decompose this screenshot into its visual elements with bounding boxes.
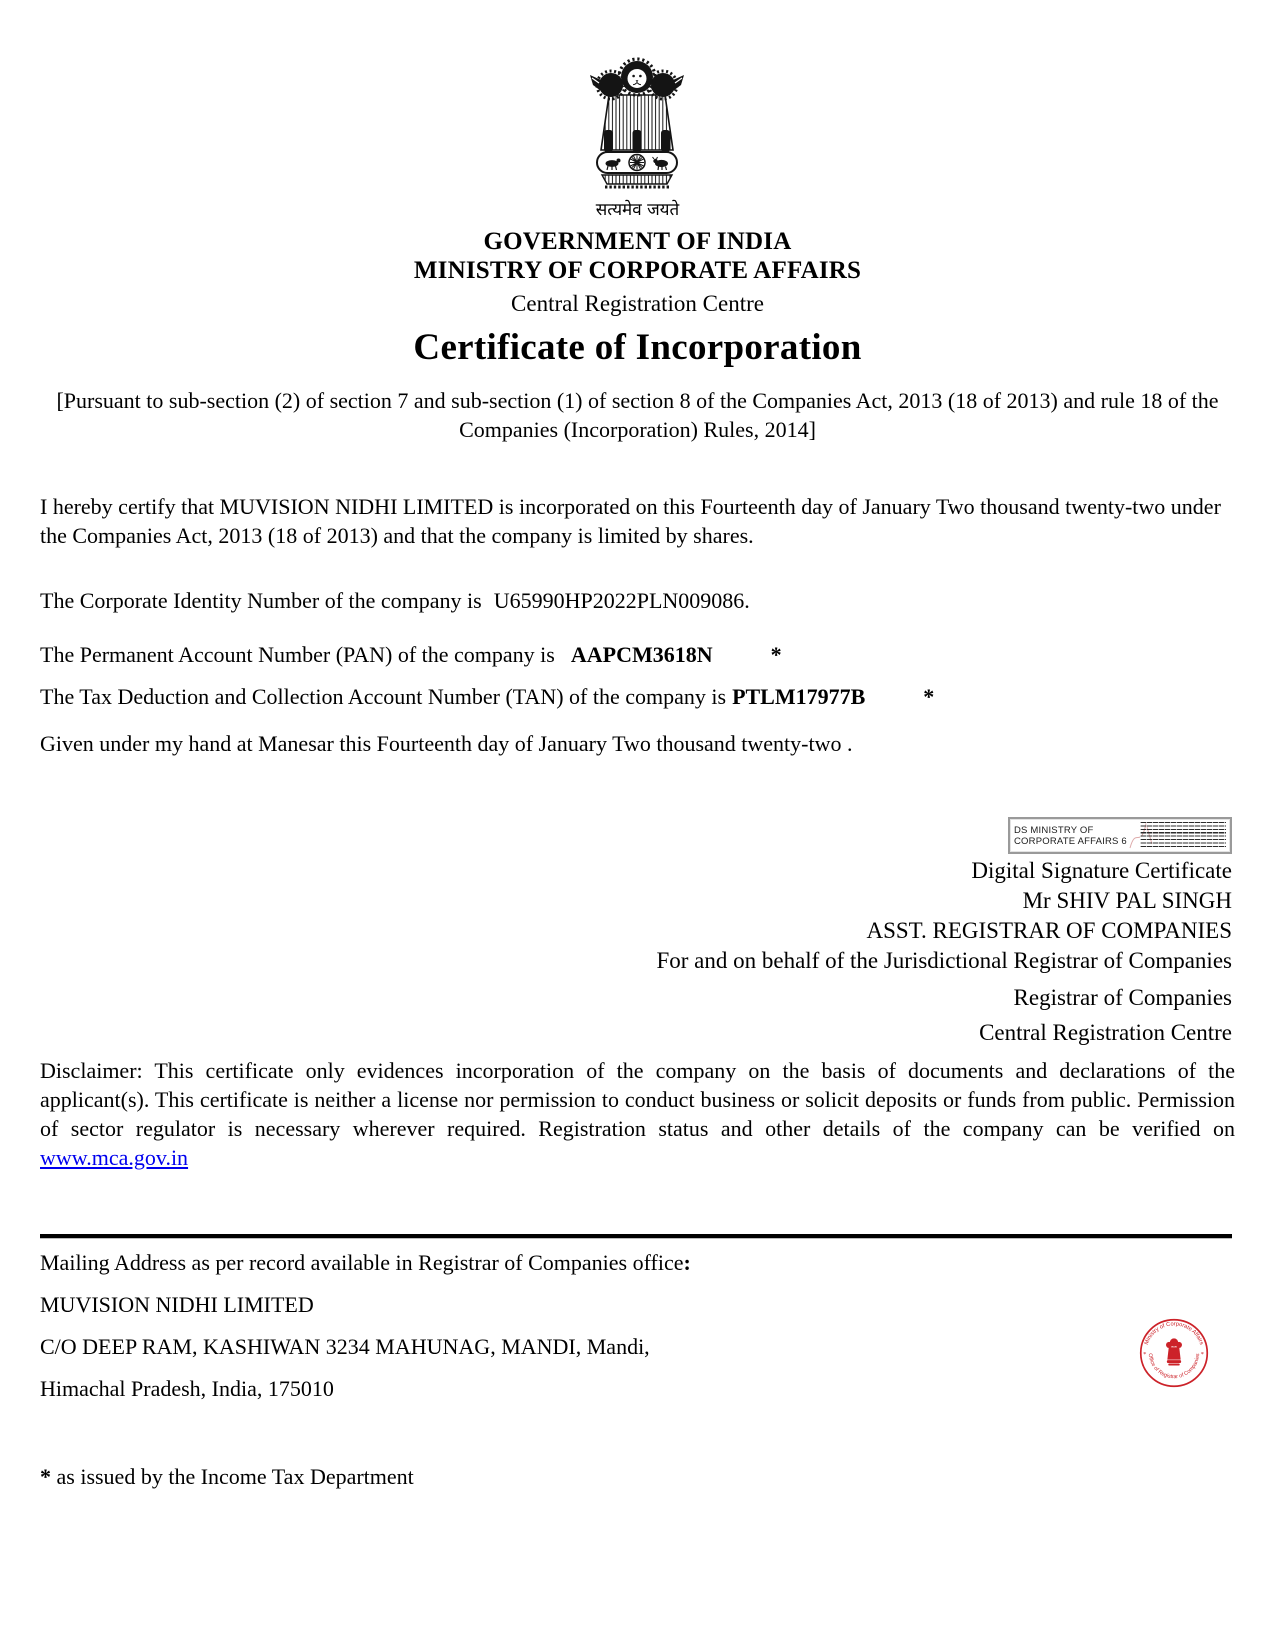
disclaimer-text: Disclaimer: This certificate only evidences incorporation of the company on the basis of documents and declarations of the applicant(s). This certificate is neither a license nor permission to conduct business or solicit deposits or funds from public. Permission of sector regulator is necessary wherever required. Registration status and other details of the company can be verified on [40, 1058, 1235, 1141]
mca-website-link[interactable]: www.mca.gov.in [40, 1145, 189, 1170]
tan-line [40, 682, 1235, 711]
signature-line-designation: ASST. REGISTRAR OF COMPANIES [866, 918, 1232, 943]
signature-line-crc: Central Registration Centre [979, 1020, 1232, 1045]
footnote-text: as issued by the Income Tax Department [51, 1464, 414, 1489]
registrar-seal [1136, 1315, 1212, 1396]
seal-star-right: * [1200, 1350, 1204, 1358]
footnote-asterisk: * [40, 1464, 51, 1489]
stamp-label [1014, 825, 1132, 847]
pan-label: The Permanent Account Number (PAN) of the company is [40, 642, 555, 667]
section-divider [40, 1234, 1232, 1238]
given-under-hand-line: Given under my hand at Manesar this Fourteenth day of January Two thousand twenty-two . [40, 731, 853, 756]
certify-paragraph: I hereby certify that MUVISION NIDHI LIMITED is incorporated on this Fourteenth day of January Two thousand twenty-two under the Companies Act, 2013 (18 of 2013) and that the company is limited by shares. [40, 494, 1221, 548]
mailing-address-line1: C/O DEEP RAM, KASHIWAN 3234 MAHUNAG, MANDI, Mandi, [40, 1334, 650, 1359]
pan-value: AAPCM3618N [570, 642, 713, 667]
footnote [40, 1464, 1235, 1490]
government-of-india-heading: GOVERNMENT OF INDIA [483, 228, 792, 255]
signature-line-name: Mr SHIV PAL SINGH [1022, 888, 1232, 913]
signature-line-onbehalf: For and on behalf of the Jurisdictional Registrar of Companies [656, 948, 1232, 973]
stamp-fineprint [1140, 822, 1226, 849]
stamp-label-line1: DS MINISTRY OF [1014, 825, 1094, 836]
certificate-title: Certificate of Incorporation [413, 327, 862, 368]
cin-value: U65990HP2022PLN009086. [493, 588, 750, 613]
mailing-address-line2: Himachal Pradesh, India, 175010 [40, 1376, 334, 1401]
mailing-heading-colon: : [683, 1250, 691, 1275]
ministry-heading: MINISTRY OF CORPORATE AFFAIRS [413, 257, 862, 284]
cin-line [40, 586, 1235, 615]
national-emblem-icon [589, 52, 685, 203]
tan-label: The Tax Deduction and Collection Account Number (TAN) of the company is [40, 684, 727, 709]
mailing-address-heading [40, 1248, 1235, 1277]
signature-line-dsc: Digital Signature Certificate [971, 858, 1232, 883]
pursuant-clause: [Pursuant to sub-section (2) of section 7 and sub-section (1) of section 8 of the Companies Act, 2013 (18 of 2013) and rule 18 of the Companies (Incorporation) Rules, 2014] [56, 388, 1219, 442]
emblem-motto: सत्यमेव जयते [595, 200, 680, 220]
tan-asterisk: * [923, 684, 935, 709]
tan-value: PTLM17977B [732, 684, 866, 709]
stamp-label-line2: CORPORATE AFFAIRS 6 [1014, 836, 1127, 847]
seal-emblem-icon [1166, 1338, 1182, 1365]
central-registration-centre-heading: Central Registration Centre [511, 291, 764, 316]
seal-arc-bottom-text: Office of Registrar of Companies [1146, 1353, 1202, 1381]
mailing-heading-text: Mailing Address as per record available in Registrar of Companies office [40, 1250, 684, 1275]
seal-star-left: * [1143, 1350, 1147, 1358]
seal-arc-top-text: Ministry of Corporate Affairs [1143, 1321, 1205, 1346]
digital-signature-stamp [1008, 817, 1232, 854]
cin-label: The Corporate Identity Number of the company is [40, 588, 482, 613]
disclaimer-paragraph [40, 1056, 1235, 1172]
signature-line-registrar: Registrar of Companies [1013, 985, 1232, 1010]
pan-asterisk: * [770, 642, 782, 667]
mailing-company-name: MUVISION NIDHI LIMITED [40, 1292, 314, 1317]
pan-line [40, 640, 1235, 669]
